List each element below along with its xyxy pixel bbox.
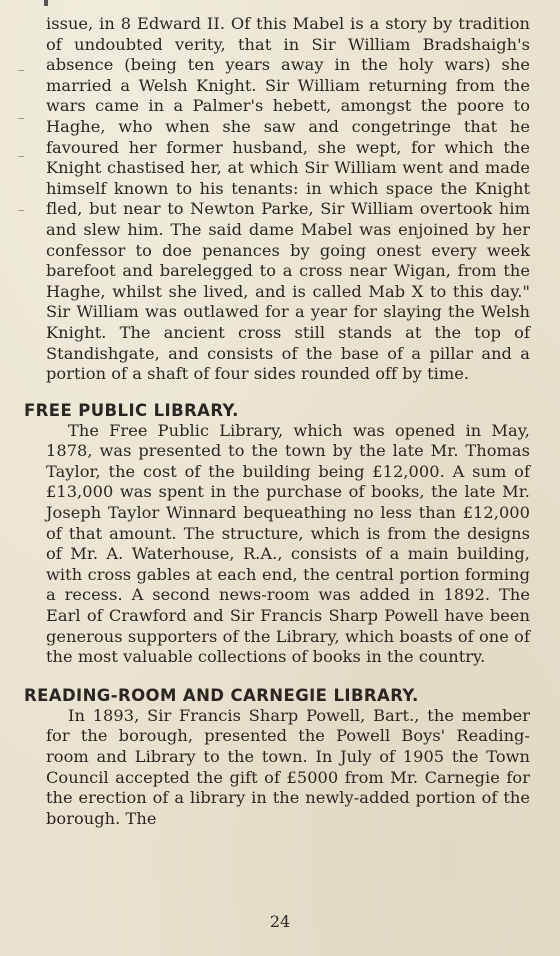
page-content [24, 14, 530, 829]
page-number: 24 [269, 912, 291, 931]
free-public-library-paragraph: The Free Public Library, which was opened in May, 1878, was presented to the town by the late Mr. Thomas Taylor, the cost of the building being £12,000. A sum of £13,000 was spent in the purchase of books, the late Mr. Joseph Taylor Winnard bequeathing no less than £12,000 of that amount. The structure, which is from the designs of Mr. A. Waterhouse, R.A., consists of a main building, with cross gables at each end, the central portion forming a recess. A second news-room was added in 1892. The Earl of Crawford and Sir Francis Sharp Powell have been generous supporters of the Library, which boasts of one of the most valuable collections of books in the country. [46, 420, 530, 667]
mabel-legend-paragraph: issue, in 8 Edward II. Of this Mabel is a story by tradition of undoubted verity, that in Sir William Bradshaigh's absence (being ten years away in the holy wars) she married a Welsh Knight. Sir William returning from the wars came in a Palmer's hebett, amongst the poore to Haghe, who when she saw and congetringe that he favoured her former husband, she wept, for which the Knight chastised her, at which Sir William went and made himself known to his tenants: in which space the Knight fled, but near to Newton Parke, Sir William overtook him and slew him. The said dame Mabel was enjoined by her confessor to doe penances by going onest every week barefoot and barelegged to a cross near Wigan, from the Haghe, whilst she lived, and is called Mab X to this day." Sir William was outlawed for a year for slaying the Welsh Knight. The ancient cross still stands at the top of Standishgate, and consists of the base of a pillar and a portion of a shaft of four sides rounded off by time. [46, 14, 530, 384]
print-mark [44, 0, 48, 6]
free-public-library-heading: FREE PUBLIC LIBRARY. [24, 400, 239, 420]
margin-specks [18, 60, 24, 260]
reading-room-heading: READING-ROOM AND CARNEGIE LIBRARY. [24, 685, 419, 705]
reading-room-paragraph: In 1893, Sir Francis Sharp Powell, Bart., the member for the borough, presented the Powell Boys' Reading-room and Library to the town. In July of 1905 the Town Council accepted the gift of £5000 from Mr. Carnegie for the erection of a library in the newly-added portion of the borough. The [46, 705, 530, 828]
